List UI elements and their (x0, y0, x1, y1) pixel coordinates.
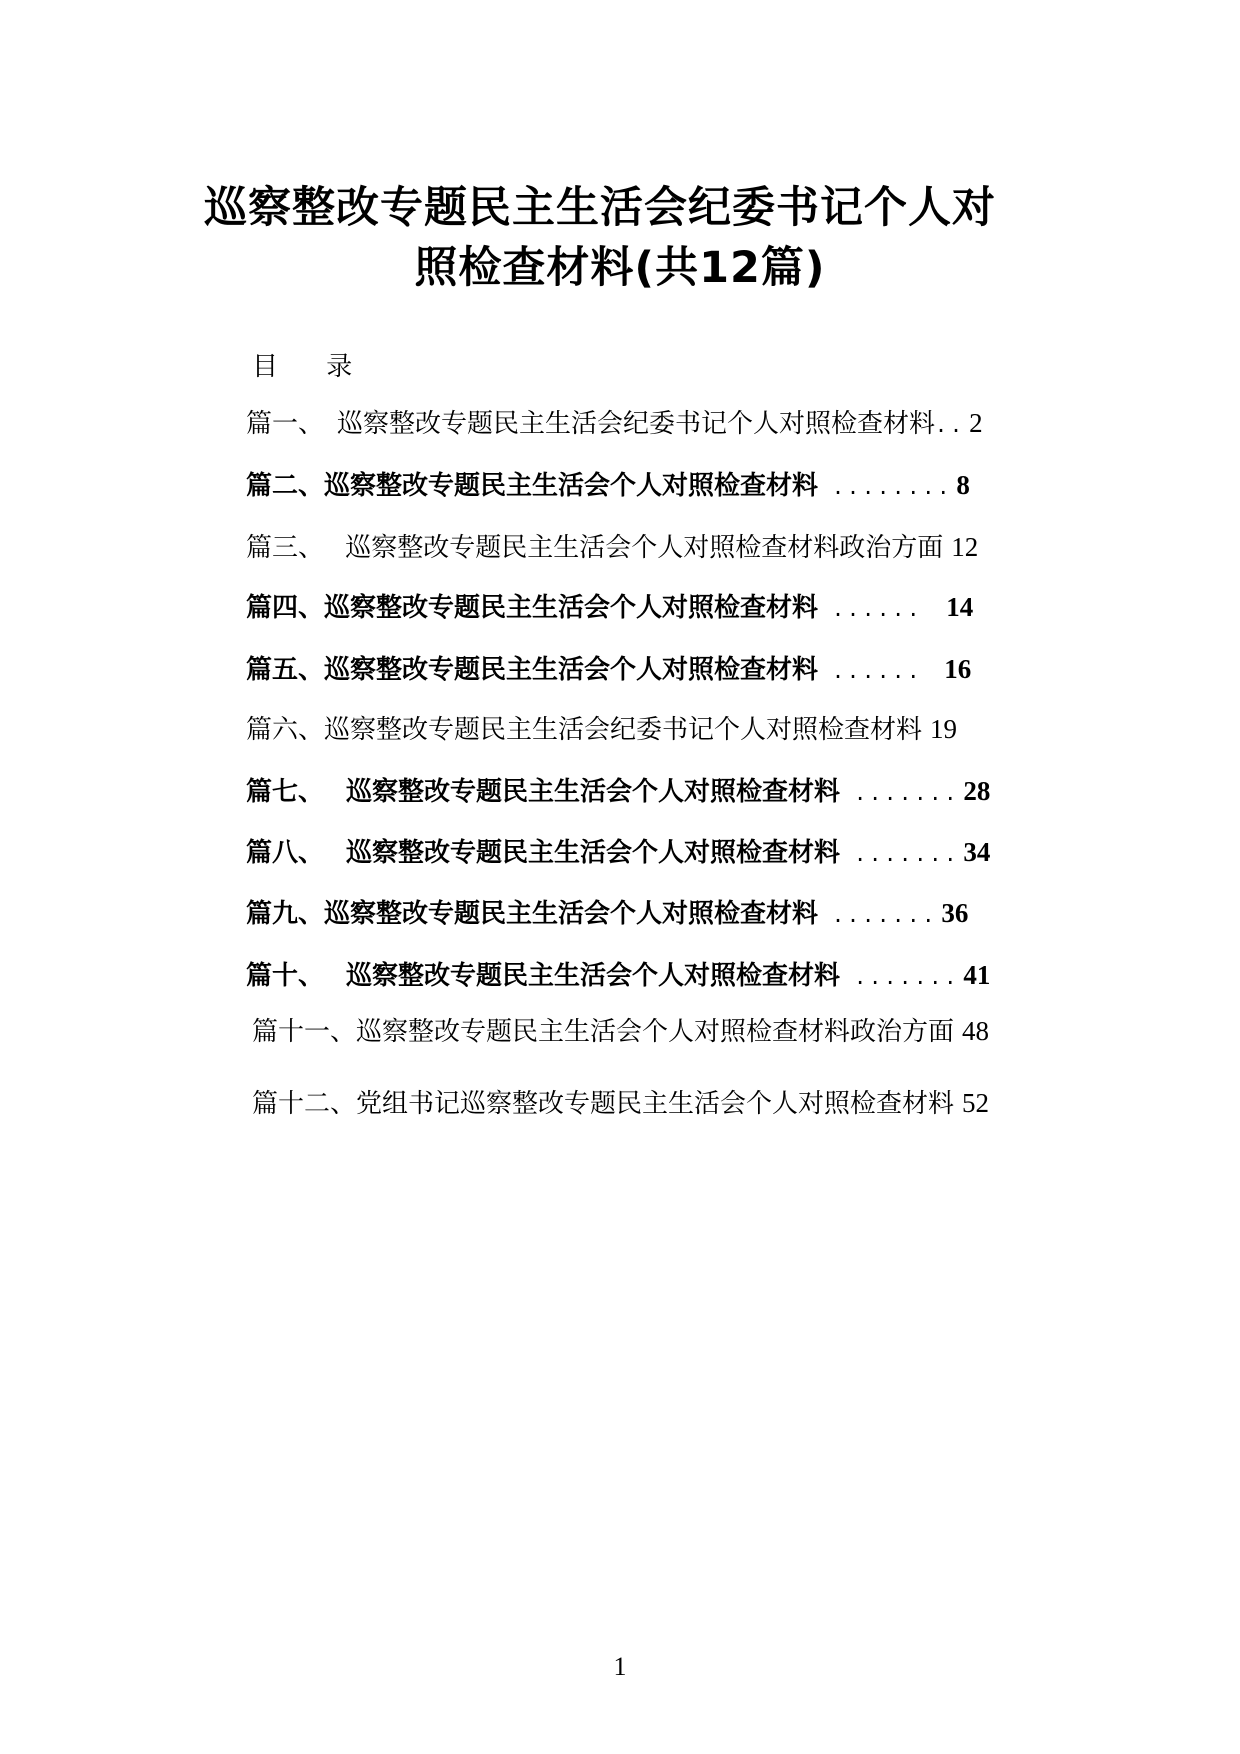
toc-entry-9[interactable] (246, 896, 968, 932)
toc-entry-page: 2 (969, 408, 983, 438)
toc-entry-12[interactable] (252, 1086, 989, 1121)
toc-entry-leader: ....... (854, 842, 960, 866)
toc-entry-6[interactable] (246, 712, 957, 747)
title-line-1: 巡察整改专题民主生活会纪委书记个人对 (204, 183, 996, 233)
toc-entry-page: 12 (951, 532, 979, 562)
toc-entry-leader: ...... (832, 597, 923, 621)
toc-entry-label: 篇四、巡察整改专题民主生活会个人对照检查材料 (246, 593, 819, 623)
toc-entry-label: 篇一、 巡察整改专题民主生活会纪委书记个人对照检查材料 (246, 409, 936, 439)
toc-entry-1[interactable] (246, 406, 983, 442)
toc-entry-3[interactable] (246, 530, 978, 565)
toc-entry-page: 8 (956, 470, 970, 500)
toc-entry-11[interactable] (252, 1014, 989, 1049)
toc-entry-label: 篇三、 巡察整改专题民主生活会个人对照检查材料政治方面 (246, 533, 944, 563)
toc-entry-label: 篇七、 巡察整改专题民主生活会个人对照检查材料 (246, 777, 841, 807)
toc-entry-7[interactable] (246, 774, 990, 810)
toc-entry-label: 篇十、 巡察整改专题民主生活会个人对照检查材料 (246, 961, 841, 991)
toc-entry-4[interactable] (246, 590, 973, 626)
page-number: 1 (613, 1652, 627, 1681)
toc-entry-page: 41 (963, 960, 991, 990)
toc-entry-10[interactable] (246, 958, 990, 994)
toc-entry-page: 19 (930, 714, 958, 744)
toc-entry-leader: ........ (832, 475, 953, 499)
title-line-2: 照检查材料(共12篇) (414, 243, 826, 293)
toc-entry-label: 篇五、巡察整改专题民主生活会个人对照检查材料 (246, 655, 819, 685)
toc-entry-label: 篇六、巡察整改专题民主生活会纪委书记个人对照检查材料 (246, 715, 923, 745)
toc-entry-page: 28 (963, 776, 991, 806)
toc-entry-page: 52 (962, 1088, 990, 1118)
toc-entry-8[interactable] (246, 835, 990, 871)
toc-entry-label: 篇二、巡察整改专题民主生活会个人对照检查材料 (246, 471, 819, 501)
toc-entry-leader: ....... (854, 781, 960, 805)
toc-entry-2[interactable] (246, 468, 970, 504)
toc-entry-5[interactable] (246, 652, 971, 688)
toc-heading: 目 录 (252, 352, 373, 382)
toc-entry-label: 篇十一、巡察整改专题民主生活会个人对照检查材料政治方面 (252, 1017, 955, 1047)
toc-entry-page: 14 (946, 592, 974, 622)
toc-entry-page: 34 (963, 837, 991, 867)
toc-entry-leader: .. (935, 413, 966, 437)
toc-entry-leader: ...... (832, 659, 923, 683)
toc-entry-leader: ....... (854, 965, 960, 989)
toc-entry-page: 36 (941, 898, 969, 928)
toc-entry-leader: ....... (832, 903, 938, 927)
toc-entry-label: 篇九、巡察整改专题民主生活会个人对照检查材料 (246, 899, 819, 929)
toc-entry-label: 篇十二、党组书记巡察整改专题民主生活会个人对照检查材料 (252, 1089, 955, 1119)
toc-entry-page: 16 (944, 654, 972, 684)
toc-entry-label: 篇八、 巡察整改专题民主生活会个人对照检查材料 (246, 838, 841, 868)
toc-entry-page: 48 (962, 1016, 990, 1046)
